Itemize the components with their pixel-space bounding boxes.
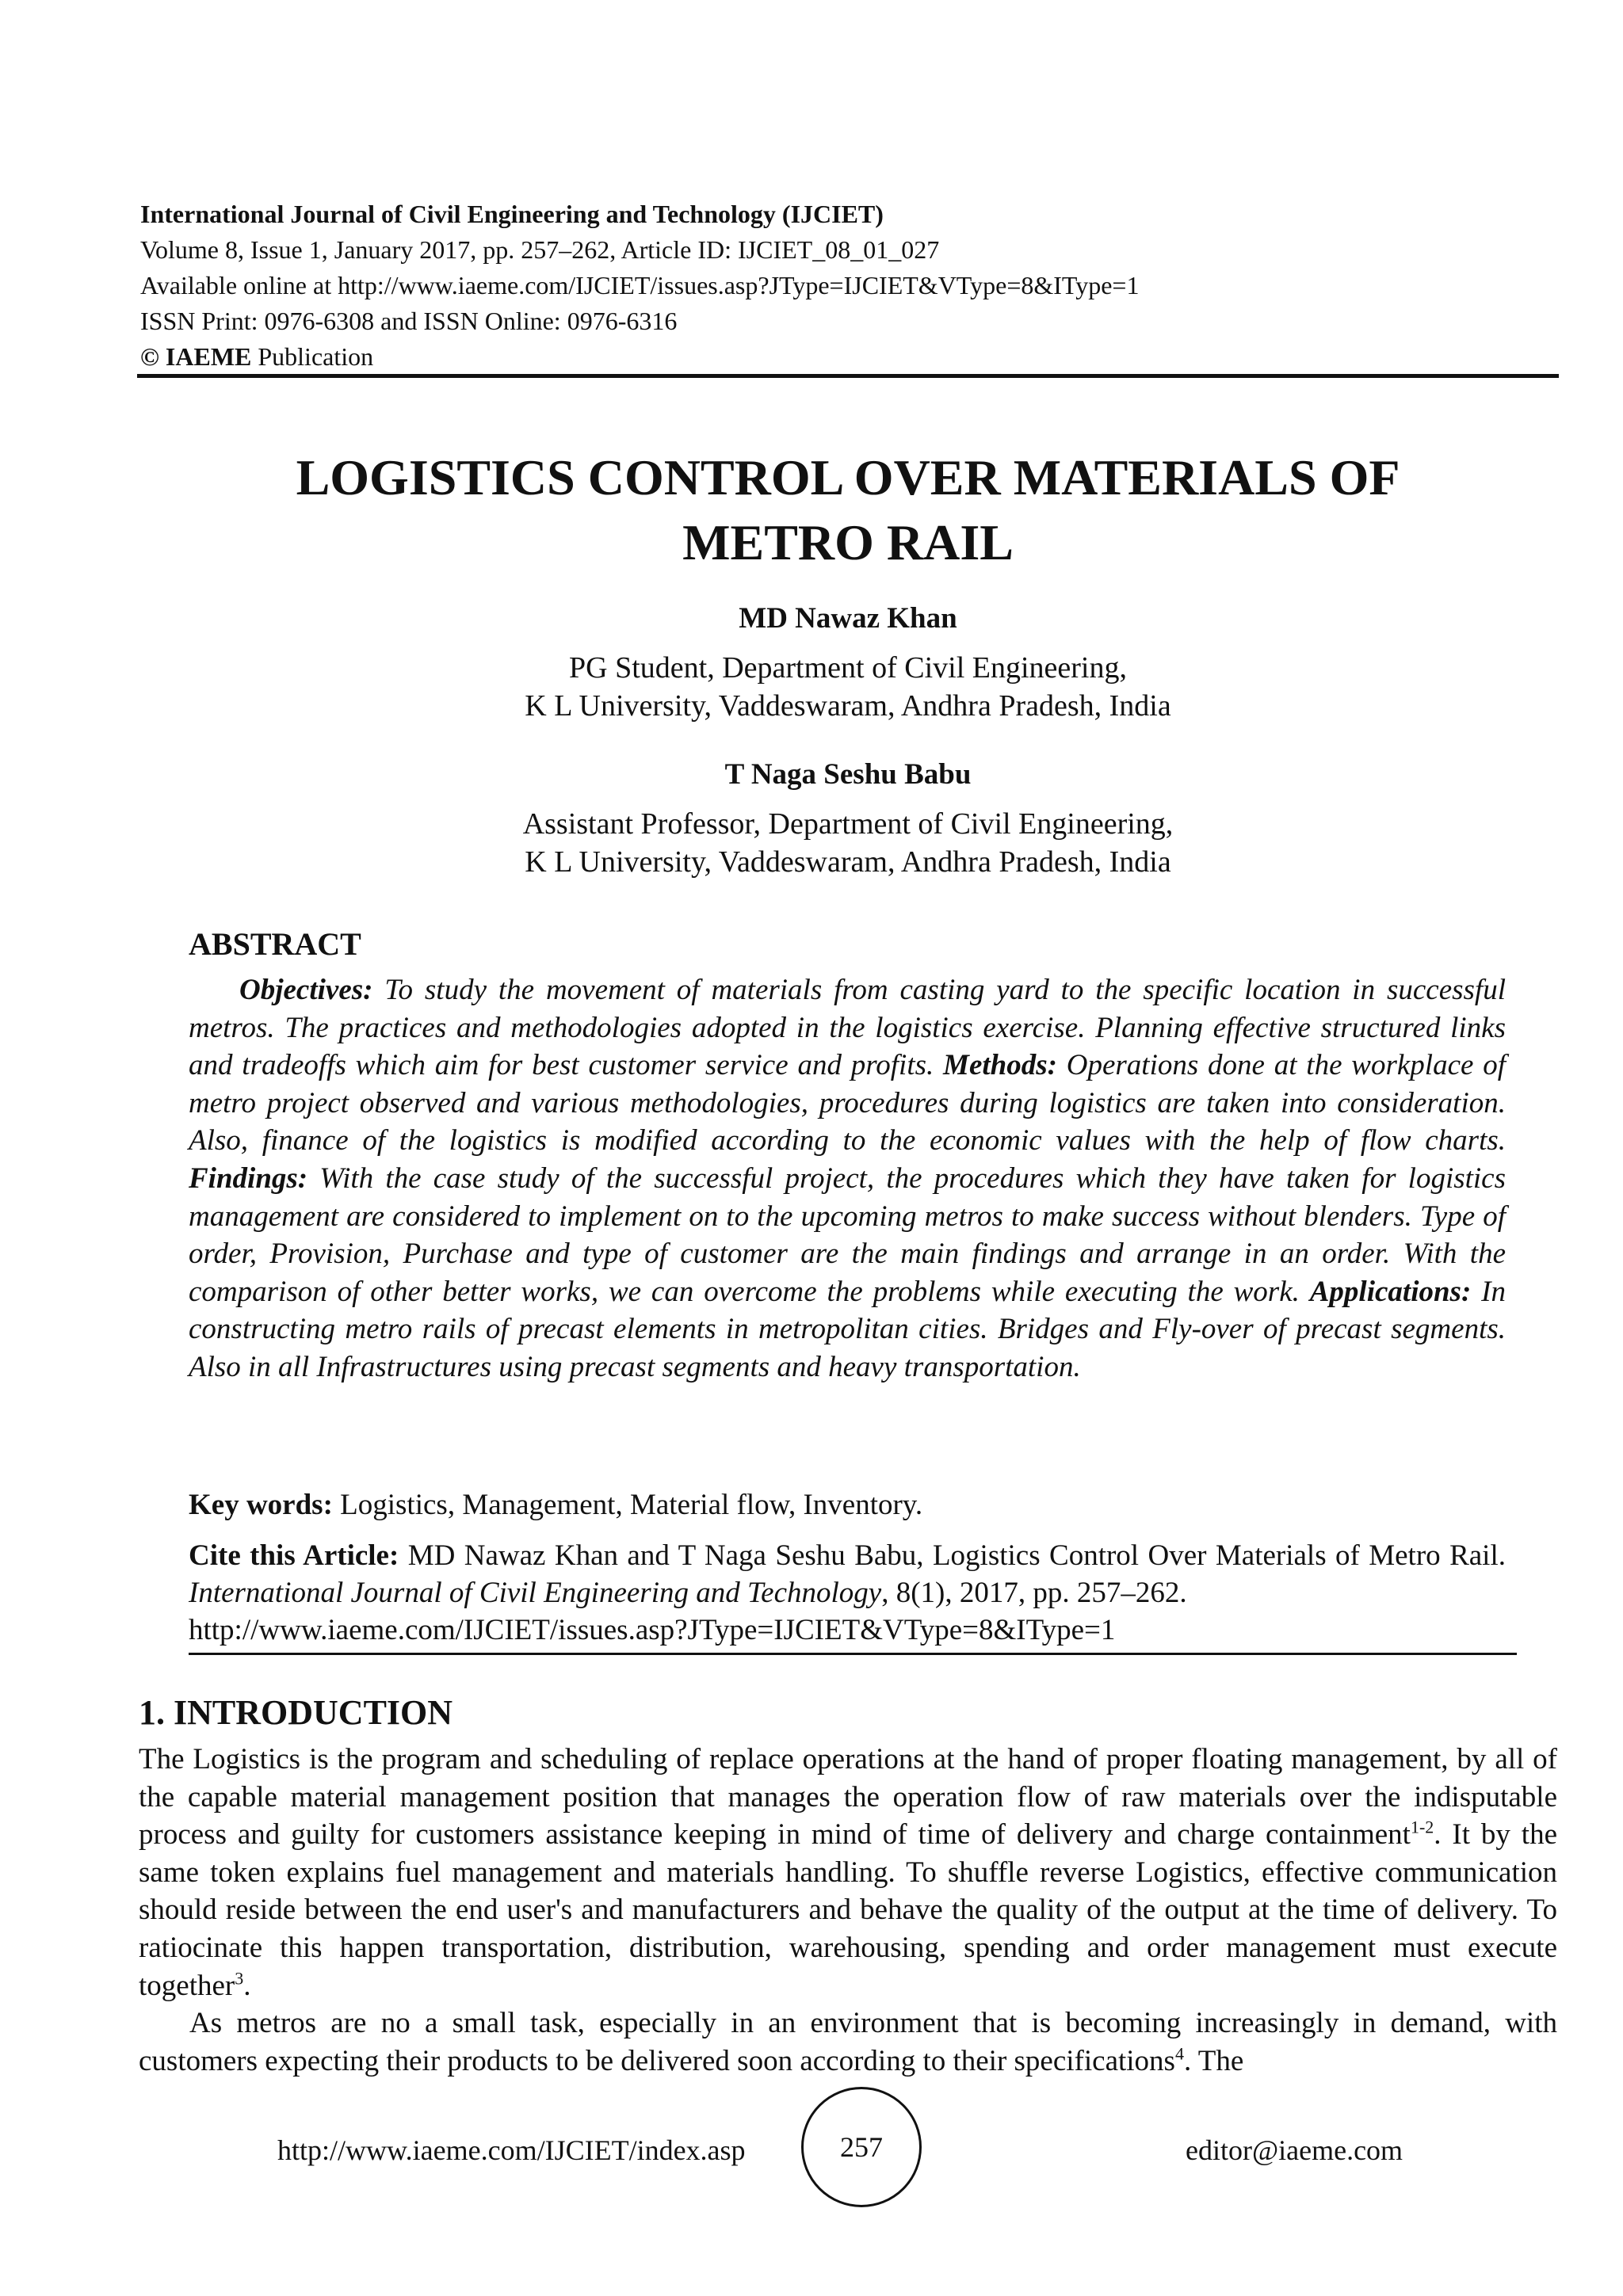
author-affiliation-line-1: PG Student, Department of Civil Engineering, (569, 651, 1127, 685)
intro-p1-text-2: . It by the same token explains fuel management and materials handling. To shuffle reverse Logistics, effective communication should reside between the end user's and manufacturers and behave the quality of the output at the time of delivery. To ratiocinate this happen transportation, distribution, warehousing, spending and order management must execute together (139, 1818, 1557, 2002)
applications-label: Applications: (1309, 1275, 1472, 1308)
introduction-paragraph-2 (139, 2004, 1557, 2080)
citation-superscript: 1-2 (1410, 1817, 1434, 1837)
intro-p2-text-1: As metros are no a small task, especially in an environment that is becoming increasingly in demand, with customers expecting their products to be delivered soon according to their specifications (139, 2007, 1557, 2077)
intro-p1-text-1: The Logistics is the program and scheduling of replace operations at the hand of proper floating management, by all of the capable material management position that manages the operation flow of raw materials over the indisputable process and guilty for customers assistance keeping in mind of time of delivery and charge containment (139, 1743, 1557, 1852)
abstract-heading: ABSTRACT (189, 926, 361, 962)
author-block-2 (135, 756, 1561, 881)
author-name: T Naga Seshu Babu (724, 758, 972, 791)
journal-available-line: Available online at http://www.iaeme.com/IJCIET/issues.asp?JType=IJCIET&VType=8&IType=1 (140, 271, 1140, 299)
objectives-text: To study the movement of materials from casting yard to the specific location in successful metros. The practices and methodologies adopted in the logistics exercise. Planning effective structured links and tradeoffs which aim for best customer service and profits. (189, 974, 1506, 1082)
journal-header (140, 196, 1559, 375)
cite-divider (189, 1653, 1517, 1655)
keywords-text: Logistics, Management, Material flow, Inventory. (332, 1489, 923, 1521)
objectives-label: Objectives: (239, 974, 373, 1006)
section-heading-introduction: 1. INTRODUCTION (139, 1693, 453, 1732)
journal-title: International Journal of Civil Engineering and Technology (IJCIET) (140, 200, 884, 228)
citation-superscript: 4 (1174, 2043, 1184, 2064)
citation-superscript: 3 (235, 1968, 244, 1989)
journal-issn-line: ISSN Print: 0976-6308 and ISSN Online: 0976-6316 (140, 307, 678, 335)
page-number-badge (801, 2087, 922, 2207)
author-name: MD Nawaz Khan (739, 602, 957, 635)
author-block-1 (135, 600, 1561, 725)
journal-volume-line: Volume 8, Issue 1, January 2017, pp. 257–262, Article ID: IJCIET_08_01_027 (140, 235, 940, 264)
cite-details: , 8(1), 2017, pp. 257–262. (881, 1577, 1187, 1609)
copyright-symbol: © (140, 342, 159, 371)
paper-title-line-1: LOGISTICS CONTROL OVER MATERIALS OF (296, 449, 1400, 505)
findings-label: Findings: (189, 1161, 308, 1195)
methods-text: Operations done at the workplace of metro project observed and various methodologies, procedures during logistics are taken into consideration. Also, finance of the logistics is modified according to the economic values with the help of flow charts. (189, 1049, 1506, 1158)
findings-text: With the case study of the successful project, the procedures which they have taken for logistics management are considered to implement on to the upcoming metros to make success without blenders. Type of order, Provision, Purchase and type of customer are the main findings and arrange in an order. With the comparison of other better works, we can overcome the problems while executing the work. (189, 1161, 1506, 1308)
keywords (189, 1486, 1506, 1524)
cite-journal: International Journal of Civil Engineering and Technology (189, 1577, 882, 1609)
applications-text: In constructing metro rails of precast elements in metropolitan cities. Bridges and Fly-over of precast segments. Also in all Infrastructures using precast segments and heavy transportation. (189, 1275, 1506, 1383)
abstract-body (189, 971, 1506, 1386)
footer-email[interactable]: editor@iaeme.com (1186, 2134, 1403, 2166)
cite-url[interactable]: http://www.iaeme.com/IJCIET/issues.asp?JType=IJCIET&VType=8&IType=1 (189, 1614, 1116, 1646)
methods-label: Methods: (943, 1049, 1057, 1082)
author-affiliation-line-1: Assistant Professor, Department of Civil Engineering, (522, 807, 1174, 841)
cite-label: Cite this Article: (189, 1539, 399, 1572)
paper-title-line-2: METRO RAIL (682, 514, 1014, 570)
keywords-label: Key words: (189, 1489, 333, 1521)
cite-article (189, 1537, 1506, 1649)
author-affiliation-line-2: K L University, Vaddeswaram, Andhra Pradesh, India (525, 845, 1171, 879)
paper-title (135, 445, 1561, 575)
publisher-suffix: Publication (258, 342, 374, 371)
journal-copyright-line (140, 339, 1559, 375)
footer-url[interactable]: http://www.iaeme.com/IJCIET/index.asp (277, 2134, 746, 2166)
intro-p2-text-2: . The (1183, 2044, 1244, 2077)
author-affiliation-line-2: K L University, Vaddeswaram, Andhra Pradesh, India (525, 689, 1171, 723)
cite-text: MD Nawaz Khan and T Naga Seshu Babu, Logistics Control Over Materials of Metro Rail. (399, 1539, 1506, 1572)
page-number: 257 (840, 2131, 883, 2163)
introduction-paragraph-1 (139, 1741, 1557, 2004)
intro-p1-text-3: . (243, 1969, 251, 2002)
publisher-name: IAEME (165, 342, 252, 371)
header-divider (137, 374, 1559, 378)
